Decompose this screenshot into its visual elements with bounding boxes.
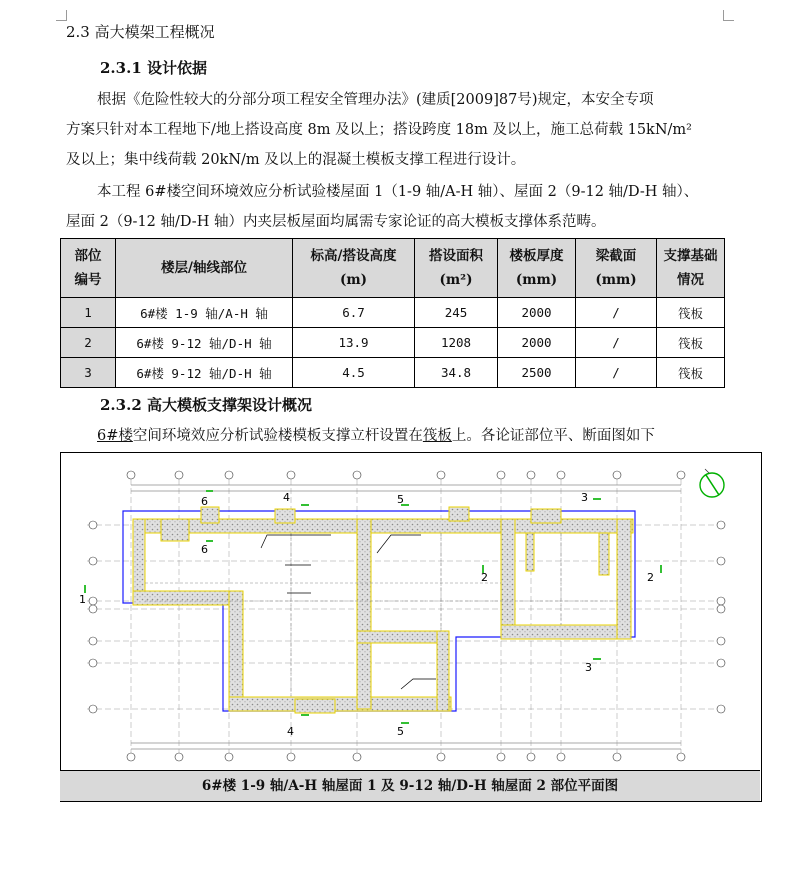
table-cell: 2000 (498, 328, 576, 358)
table-cell: / (576, 358, 657, 388)
table-row (61, 358, 725, 388)
paragraph-1-line-2: 方案只针对本工程地下/地上搭设高度 8m 及以上；搭设跨度 18m 及以上，施工总荷载 15kN/m² (66, 122, 692, 138)
axis-bubble (225, 753, 233, 761)
axis-bubble (717, 521, 725, 529)
subsection-title-support-overview: 2.3.2 高大模板支撑架设计概况 (100, 396, 312, 414)
table-cell: 1 (61, 298, 116, 328)
axis-bubble (89, 557, 97, 565)
table-header-cell: 梁截面 (mm) (576, 239, 657, 298)
structural-walls (133, 507, 633, 713)
section-label: 2 (647, 571, 654, 584)
axis-bubble (437, 471, 445, 479)
axis-bubble (89, 605, 97, 613)
axis-bubble (717, 557, 725, 565)
axis-bubble (497, 471, 505, 479)
axis-bubble (225, 471, 233, 479)
table-cell: 筏板 (657, 328, 725, 358)
table-cell: 筏板 (657, 358, 725, 388)
axis-bubble (89, 597, 97, 605)
table-header-cell: 标高/搭设高度 (m) (293, 239, 415, 298)
table-cell: 4.5 (293, 358, 415, 388)
table-cell: 3 (61, 358, 116, 388)
paragraph-2-line-1: 本工程 6#楼空间环境效应分析试验楼屋面 1（1-9 轴/A-H 轴）、屋面 2（9-12 轴/D-H 轴）、 (97, 184, 699, 200)
section-label: 3 (581, 491, 588, 504)
table-cell: 6#楼 1-9 轴/A-H 轴 (116, 298, 293, 328)
floor-plan-figure (60, 452, 762, 802)
axis-bubble (613, 753, 621, 761)
axis-bubble (353, 471, 361, 479)
axis-bubble (527, 471, 535, 479)
axis-bubble (717, 597, 725, 605)
axis-bubble (89, 705, 97, 713)
axis-bubble (497, 753, 505, 761)
section-label: 2 (481, 571, 488, 584)
axis-bubble (175, 753, 183, 761)
raft-ref: 筏板 (422, 428, 452, 444)
table-cell: 筏板 (657, 298, 725, 328)
table-cell: 13.9 (293, 328, 415, 358)
axis-bubble (677, 753, 685, 761)
section-label: 5 (397, 725, 404, 738)
table-header-cell: 楼板厚度 (mm) (498, 239, 576, 298)
building-ref: 6#楼 (97, 428, 133, 444)
table-cell: 6#楼 9-12 轴/D-H 轴 (116, 328, 293, 358)
table-header-cell: 楼层/轴线部位 (116, 239, 293, 298)
axis-bubble (89, 637, 97, 645)
section-title: 2.3 高大模架工程概况 (66, 23, 215, 41)
axis-bubble (175, 471, 183, 479)
paragraph-1-line-1: 根据《危险性较大的分部分项工程安全管理办法》(建质[2009]87号)规定，本安全专项 (97, 92, 654, 108)
paragraph-3-tail: 上。各论证部位平、断面图如下 (451, 428, 655, 444)
paragraph-1-line-3: 及以上；集中线荷载 20kN/m 及以上的混凝土模板支撑工程进行设计。 (66, 152, 526, 168)
crop-mark-top-right (723, 10, 734, 21)
axis-bubble (287, 471, 295, 479)
paragraph-3 (97, 424, 655, 445)
axis-bubble (127, 753, 135, 761)
axis-bubble (557, 471, 565, 479)
table-cell: / (576, 328, 657, 358)
table-header-row (61, 239, 725, 298)
table-cell: 1208 (415, 328, 498, 358)
table-cell: 6.7 (293, 298, 415, 328)
paragraph-2-line-2: 屋面 2（9-12 轴/D-H 轴）内夹层板屋面均属需专家论证的高大模板支撑体系范畴。 (66, 214, 606, 230)
table-row (61, 328, 725, 358)
axis-bubble (353, 753, 361, 761)
axis-bubble (527, 753, 535, 761)
section-label: 6 (201, 495, 208, 508)
table-header-cell: 搭设面积 (m²) (415, 239, 498, 298)
axis-bubble (717, 637, 725, 645)
table-cell: 245 (415, 298, 498, 328)
section-label: 4 (283, 491, 290, 504)
axis-bubble (717, 605, 725, 613)
table-cell: 2500 (498, 358, 576, 388)
table-header-cell: 部位 编号 (61, 239, 116, 298)
axis-bubble (717, 705, 725, 713)
axis-bubble (717, 659, 725, 667)
subsection-title-design-basis: 2.3.1 设计依据 (100, 59, 207, 77)
floor-plan-drawing (61, 453, 761, 771)
axis-bubble (127, 471, 135, 479)
table-cell: / (576, 298, 657, 328)
table-header-cell: 支撑基础 情况 (657, 239, 725, 298)
section-label: 5 (397, 493, 404, 506)
construction-boundary (123, 511, 635, 711)
axis-bubble (613, 471, 621, 479)
axis-bubble (437, 753, 445, 761)
crop-mark-top-left (56, 10, 67, 21)
section-label: 6 (201, 543, 208, 556)
paragraph-3-text: 空间环境效应分析试验楼模板支撑立杆设置在 (132, 428, 423, 444)
section-label: 3 (585, 661, 592, 674)
axis-bubble (89, 521, 97, 529)
section-label: 4 (287, 725, 294, 738)
table-row (61, 298, 725, 328)
axis-bubble (677, 471, 685, 479)
table-cell: 2000 (498, 298, 576, 328)
beam-callouts (261, 535, 436, 689)
table-cell: 34.8 (415, 358, 498, 388)
axis-bubble (557, 753, 565, 761)
support-lines (145, 533, 621, 697)
table-cell: 2 (61, 328, 116, 358)
specification-table (60, 238, 725, 388)
north-arrow-icon (700, 469, 724, 497)
table-cell: 6#楼 9-12 轴/D-H 轴 (116, 358, 293, 388)
axis-bubble (89, 659, 97, 667)
section-label: 1 (79, 593, 86, 606)
figure-caption: 6#楼 1-9 轴/A-H 轴屋面 1 及 9-12 轴/D-H 轴屋面 2 部位平面图 (60, 770, 760, 801)
axis-bubble (287, 753, 295, 761)
